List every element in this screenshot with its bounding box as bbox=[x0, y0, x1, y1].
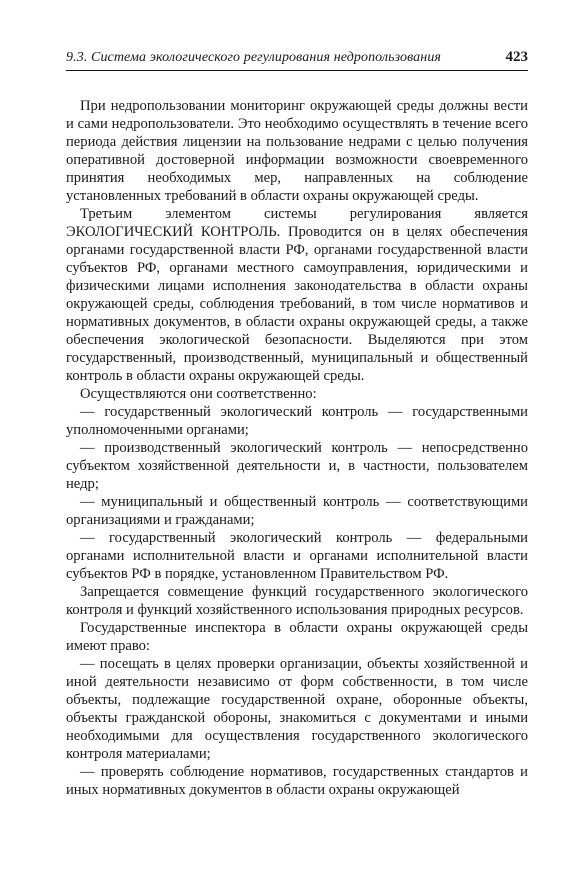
page-number: 423 bbox=[505, 49, 528, 65]
paragraph-ecological-control: Третьим элементом системы регулирования является ЭКОЛОГИЧЕСКИЙ КОНТРОЛЬ. Проводится он в целях обеспечения органами государственной власти РФ, органами государственной власти субъектов РФ, органами местного самоуправления, юридическими и физическими лицами исполнения законодательства в области охраны окружающей среды, соблюдения требований, в том числе нормативов и нормативных документов, в области охраны окружающей среды, а также обеспечения экологической безопасности. Выделяются при этом государственный, производственный, муниципальный и общественный контроль в области охраны окружающей среды. bbox=[66, 206, 528, 384]
body-text bbox=[66, 97, 528, 799]
list-item-federal-control: — государственный экологический контроль — федеральными органами исполнительной власти и органами исполнительной власти субъектов РФ в порядке, установленном Правительством РФ. bbox=[66, 530, 528, 582]
paragraph-implemented: Осуществляются они соответственно: bbox=[80, 386, 317, 402]
book-page bbox=[66, 48, 528, 799]
list-item-visit-objects: — посещать в целях проверки организации, объекты хозяйственной и иной деятельности независимо от форм собственности, в том числе объекты, подлежащие государственной охране, оборонные объекты, объекты гражданской обороны, знакомиться с документами и иными необходимыми для осуществления государственного экологического контроля материалами; bbox=[66, 656, 528, 762]
section-title: 9.3. Система экологического регулирования недропользования bbox=[66, 50, 442, 65]
paragraph-prohibition: Запрещается совмещение функций государственного экологического контроля и функций хозяйственного использования природных ресурсов. bbox=[66, 584, 528, 618]
paragraph-inspectors-rights: Государственные инспектора в области охраны окружающей среды имеют право: bbox=[66, 620, 528, 654]
running-header bbox=[66, 48, 528, 71]
list-item-state-control: — государственный экологический контроль — государственными уполномоченными органами; bbox=[66, 404, 528, 438]
list-item-municipal-control: — муниципальный и общественный контроль — соответствующими организациями и гражданами; bbox=[66, 494, 528, 528]
list-item-check-standards: — проверять соблюдение нормативов, государственных стандартов и иных нормативных документов в области охраны окружающей bbox=[66, 764, 528, 798]
paragraph-monitoring: При недропользовании мониторинг окружающей среды должны вести и сами недропользователи. Это необходимо осуществлять в течение всего периода действия лицензии на пользование недрами с целью получения оперативной достоверной информации возможности своевременного принятия необходимых мер, направленных на соблюдение установленных требований в области охраны окружающей среды. bbox=[66, 98, 528, 204]
list-item-production-control: — производственный экологический контроль — непосредственно субъектом хозяйственной деятельности и, в частности, пользователем недр; bbox=[66, 440, 528, 492]
